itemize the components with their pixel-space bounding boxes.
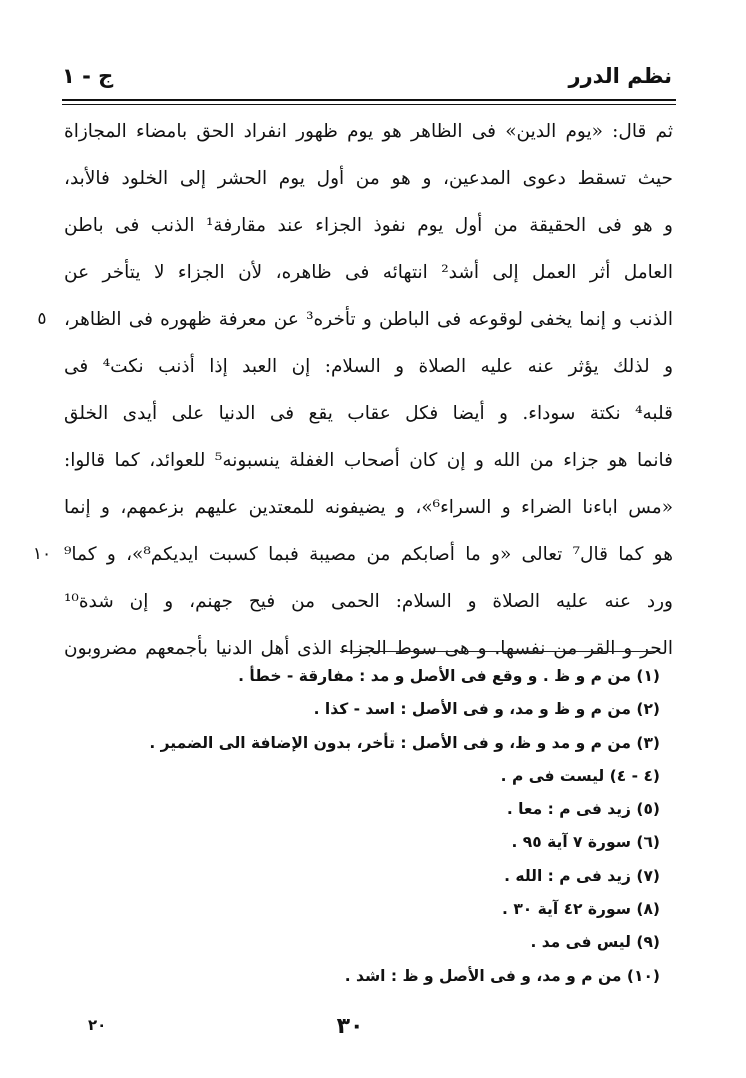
page-number: ٣٠ (336, 1014, 364, 1039)
footnotes (90, 660, 660, 993)
footnote: (١٠) من م و مد، و فى الأصل و ظ : اشد . (344, 966, 660, 985)
text-line: ورد عنه عليه الصلاة و السلام: الحمى من فيح جهنم، و إن شدة¹⁰ (64, 591, 673, 612)
text-line: العامل أثر العمل إلى أشد² انتهائه فى ظاهره، لأن الجزاء لا يتأخر عن (64, 262, 673, 283)
header-rule-thin (62, 104, 676, 105)
footnote: (١) من م و ظ . و وقع فى الأصل و مد : مفارقة - خطأ . (238, 667, 660, 685)
text-line: الحر و القر من نفسها. و هى سوط الجزاء الذى أهل الدنيا بأجمعهم مضروبون (64, 638, 673, 659)
text-line: و هو فى الحقيقة من أول يوم نفوذ الجزاء عند مقارفة¹ الذنب فى باطن (64, 215, 673, 236)
text-line: حيث تسقط دعوى المدعين، و هو من أول يوم الحشر إلى الخلود فالأبد، (64, 168, 673, 189)
line-number-10: ١٠ (32, 544, 52, 564)
footnote: (٣) من م و مد و ظ، و فى الأصل : تأخر، بدون الإضافة الى الضمير . (149, 733, 660, 752)
text-line: الذنب و إنما يخفى لوقوعه فى الباطن و تأخره³ عن معرفة ظهوره فى الظاهر، (64, 309, 673, 330)
footnote: (٩) ليس فى مد . (530, 933, 660, 952)
text-line: و لذلك يؤثر عنه عليه الصلاة و السلام: إن العبد إذا أذنب نكت⁴ فى (64, 356, 673, 377)
header-rule (62, 99, 676, 101)
text-line: «مس اباءنا الضراء و السراء⁶»، و يضيفونه للمعتدين عليهم بزعمهم، و إنما (64, 497, 673, 518)
footnote: (٤ - ٤) ليست فى م . (500, 766, 660, 785)
text-line: هو كما قال⁷ تعالى «و ما أصابكم من مصيبة فبما كسبت ايديكم⁸»، و كما⁹ (64, 544, 673, 565)
volume-label: ج - ١ (62, 64, 114, 88)
footnote: (٨) سورة ٤٢ آية ٣٠ . (502, 900, 660, 919)
signature-mark: ٢٠ (88, 1016, 107, 1034)
main-text (64, 108, 673, 672)
running-title: نظم الدرر (568, 64, 672, 88)
footnote: (٦) سورة ٧ آية ٩٥ . (511, 833, 660, 852)
text-line: فانما هو جزاء من الله و إن كان أصحاب الغفلة ينسبونه⁵ للعوائد، كما قالوا: (64, 450, 673, 471)
text-line: قلبه⁴ نكتة سوداء. و أيضا فكل عقاب يقع فى الدنيا على أيدى الخلق (64, 403, 673, 424)
footnote: (٧) زيد فى م : الله . (504, 866, 660, 885)
footnote: (٥) زيد فى م : معا . (506, 800, 660, 819)
text-line: ثم قال: «يوم الدين» فى الظاهر هو يوم ظهور انفراد الحق بامضاء المجازاة (64, 121, 673, 142)
line-number-5: ٥ (37, 309, 47, 329)
footnote-separator (340, 651, 658, 652)
footnote: (٢) من م و ظ و مد، و فى الأصل : اسد - كذا . (313, 700, 660, 719)
page-header (62, 56, 672, 96)
